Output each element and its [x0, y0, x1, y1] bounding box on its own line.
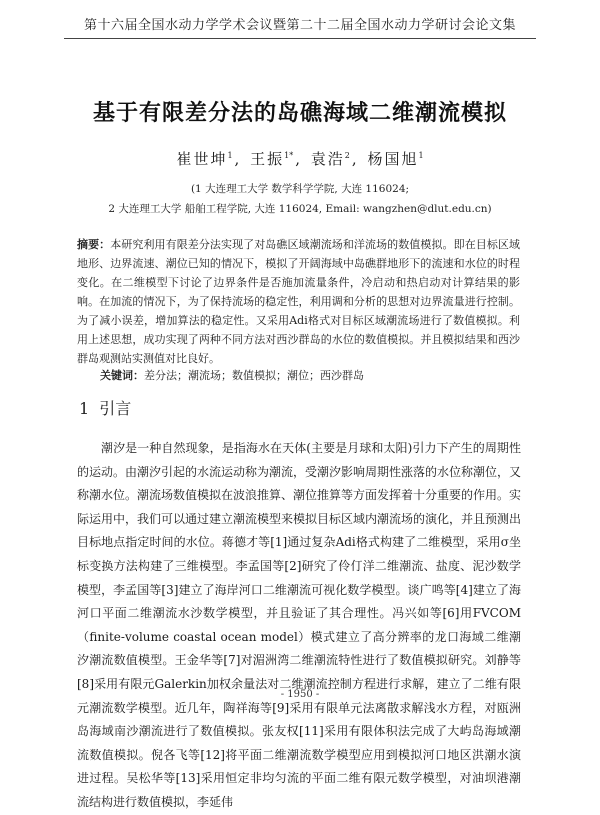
- page-number: - 1950 -: [280, 689, 320, 700]
- author-name: 王振: [250, 150, 285, 168]
- author-name: 袁浩: [310, 150, 345, 168]
- author-affiliation-mark: 1: [227, 151, 233, 160]
- running-header: 第十六届全国水动力学学术会议暨第二十二届全国水动力学研讨会论文集: [83, 18, 516, 33]
- abstract: [77, 235, 520, 368]
- header-rule: [64, 38, 536, 39]
- affiliation-line: 2 大连理工大学 船舶工程学院, 大连 116024, Email: wangzhen@dlut.edu.cn): [108, 203, 492, 215]
- section-title: 引言: [99, 399, 132, 418]
- author-affiliation-mark: 1: [418, 151, 424, 160]
- keywords-label: 关键词：: [100, 369, 144, 382]
- author-name: 崔世坤: [176, 150, 228, 168]
- abstract-text: 本研究利用有限差分法实现了对岛礁区域潮流场和洋流场的数值模拟。即在目标区域地形、边界流速、潮位已知的情况下，模拟了开阔海域中岛礁群地形下的流速和水位的时程变化。在二维模型下讨论了边界条件是否施加流量条件，冷启动和热启动对计算结果的影响。在加流的情况下，为了保持流场的稳定性，利用调和分析的思想对边界流量进行控制。为了减小误差，增加算法的稳定性。又采用Adi格式对目标区域潮流场进行了数值模拟。利用上述思想，成功实现了两种不同方法对西沙群岛的水位的数值模拟。并且模拟结果和西沙群岛观测站实测值对比良好。: [77, 238, 521, 365]
- section-heading: [79, 396, 131, 419]
- abstract-label: 摘要：: [77, 238, 111, 251]
- keywords-text: 差分法；潮流场；数值模拟；潮位；西沙群岛: [144, 369, 364, 382]
- paper-title: 基于有限差分法的岛礁海域二维潮流模拟: [92, 101, 507, 126]
- section-number: 1: [79, 399, 90, 418]
- author-name: 杨国旭: [367, 150, 419, 168]
- author-affiliation-mark: 1*: [284, 151, 294, 160]
- body-paragraph: 潮汐是一种自然现象，是指海水在天体(主要是月球和太阳)引力下产生的周期性的运动。由潮汐引起的水流运动称为潮流，受潮汐影响周期性涨落的水位称潮位，又称潮水位。潮流场数值模拟在波浪推算、潮位推算等方面发挥着十分重要的作用。实际运用中，我们可以通过建立潮流模型来模拟目标区域内潮流场的演化，并且预测出目标地点指定时间的水位。蒋德才等[1]通过复杂Adi格式构建了二维模型，采用σ坐标变换方法构建了三维模型。李孟国等[2]研究了伶仃洋二维潮流、盐度、泥沙数学模型，李孟国等[3]建立了海岸河口二维潮流可视化数学模型。谈广鸣等[4]建立了海河口平面二维潮流水沙数学模型，并且验证了其合理性。冯兴如等[6]用FVCOM（finite-volume coastal ocean model）模式建立了高分辨率的龙口海域二维潮汐潮流数值模型。王金华等[7]对湄洲湾二维潮流特性进行了数值模拟研究。刘静等[8]采用有限元Galerkin加权余量法对二维潮流控制方程进行求解，建立了二维有限元潮流数学模型。近几年，陶祥海等[9]采用有限单元法离散求解浅水方程，对瓯洲岛海域南沙潮流进行了数值模拟。张友权[11]采用有限体积法完成了大屿岛海域潮流数值模拟。倪各飞等[12]将平面二维潮流数学模型应用到模拟河口地区洪潮水演进过程。吴松华等[13]采用恒定非均匀流的平面二维有限元数学模型，对油坝港潮流结构进行数值模拟，李延伟: [77, 441, 522, 809]
- affiliation-line: (1 大连理工大学 数学科学学院, 大连 116024;: [190, 183, 410, 195]
- author-affiliation-mark: 2: [344, 151, 350, 160]
- author-list: 崔世坤$^1$ , 王振$^{1*}$ , 袁浩$^2$ , 杨国旭$^1$: [176, 150, 424, 168]
- keywords: [100, 367, 520, 383]
